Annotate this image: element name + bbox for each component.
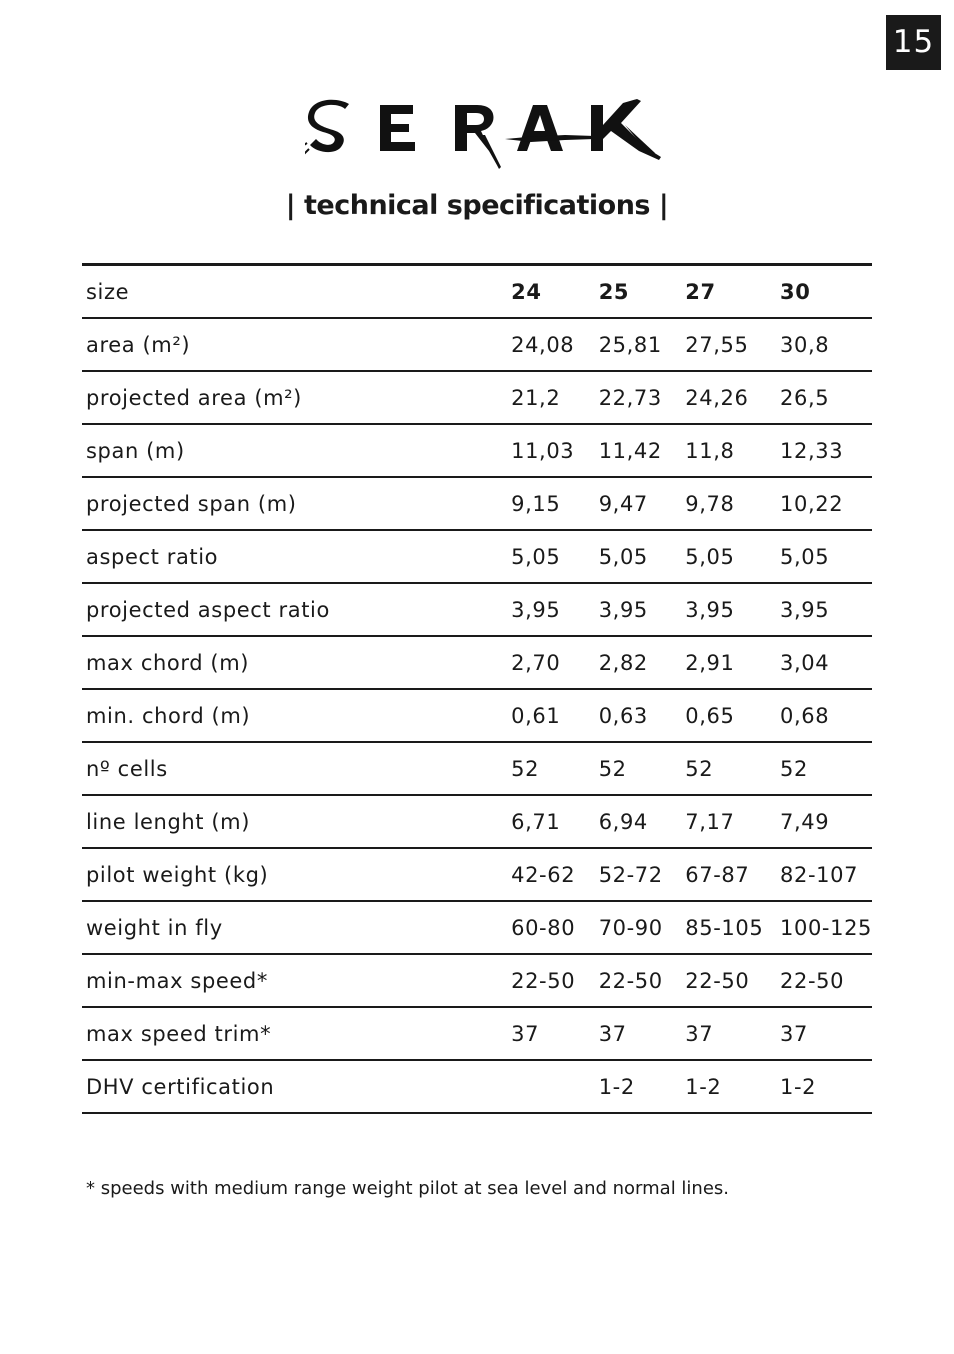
table-cell: 10,22 (776, 477, 872, 530)
table-cell: 12,33 (776, 424, 872, 477)
table-cell: 2,82 (595, 636, 682, 689)
table-cell: 30,8 (776, 318, 872, 371)
table-cell: 9,78 (681, 477, 776, 530)
table-cell: 5,05 (681, 530, 776, 583)
table-row (82, 848, 872, 901)
table-cell: 0,65 (681, 689, 776, 742)
table-row (82, 742, 872, 795)
table-cell: 22-50 (681, 954, 776, 1007)
table-cell: 1-2 (681, 1060, 776, 1113)
table-cell: 0,61 (507, 689, 595, 742)
table-cell: 5,05 (507, 530, 595, 583)
table-cell: 22-50 (776, 954, 872, 1007)
footnote: * speeds with medium range weight pilot at sea level and normal lines. (86, 1178, 729, 1199)
table-cell: 37 (595, 1007, 682, 1060)
table-cell: 85-105 (681, 901, 776, 954)
row-label: projected aspect ratio (82, 583, 507, 636)
table-row (82, 636, 872, 689)
table-row (82, 901, 872, 954)
row-label: aspect ratio (82, 530, 507, 583)
table-cell: 3,95 (595, 583, 682, 636)
table-row (82, 689, 872, 742)
row-label: min. chord (m) (82, 689, 507, 742)
row-label: span (m) (82, 424, 507, 477)
table-cell: 70-90 (595, 901, 682, 954)
row-label: pilot weight (kg) (82, 848, 507, 901)
table-cell: 22-50 (595, 954, 682, 1007)
table-row (82, 424, 872, 477)
table-cell: 0,63 (595, 689, 682, 742)
table-cell (507, 1060, 595, 1113)
table-cell: 5,05 (776, 530, 872, 583)
table-cell: 30 (776, 265, 872, 319)
table-cell: 6,71 (507, 795, 595, 848)
table-row (82, 795, 872, 848)
table-cell: 22-50 (507, 954, 595, 1007)
table-cell: 25,81 (595, 318, 682, 371)
table-row (82, 477, 872, 530)
table-row (82, 371, 872, 424)
table-cell: 67-87 (681, 848, 776, 901)
table-cell: 11,8 (681, 424, 776, 477)
table-row (82, 583, 872, 636)
technical-specifications-table (82, 263, 872, 1114)
table-cell: 52 (681, 742, 776, 795)
table-cell: 21,2 (507, 371, 595, 424)
table-cell: 37 (681, 1007, 776, 1060)
table-cell: 52-72 (595, 848, 682, 901)
row-label: min-max speed* (82, 954, 507, 1007)
table-row (82, 318, 872, 371)
page-number: 15 (886, 15, 941, 70)
table-cell: 37 (507, 1007, 595, 1060)
table-cell: 2,91 (681, 636, 776, 689)
row-label: weight in fly (82, 901, 507, 954)
table-cell: 52 (776, 742, 872, 795)
table-cell: 24,26 (681, 371, 776, 424)
table-cell: 2,70 (507, 636, 595, 689)
table-cell: 3,95 (681, 583, 776, 636)
row-label: size (82, 265, 507, 319)
table-row (82, 954, 872, 1007)
table-cell: 11,03 (507, 424, 595, 477)
row-label: line lenght (m) (82, 795, 507, 848)
table-cell: 27,55 (681, 318, 776, 371)
table-cell: 27 (681, 265, 776, 319)
table-cell: 82-107 (776, 848, 872, 901)
table-cell: 26,5 (776, 371, 872, 424)
table-row (82, 530, 872, 583)
table-cell: 3,04 (776, 636, 872, 689)
serak-logo (305, 95, 665, 170)
table-cell: 0,68 (776, 689, 872, 742)
row-label: DHV certification (82, 1060, 507, 1113)
table-cell: 1-2 (776, 1060, 872, 1113)
table-cell: 11,42 (595, 424, 682, 477)
table-row (82, 265, 872, 319)
table-cell: 3,95 (507, 583, 595, 636)
table-cell: 25 (595, 265, 682, 319)
table-cell: 1-2 (595, 1060, 682, 1113)
table-cell: 3,95 (776, 583, 872, 636)
table-cell: 60-80 (507, 901, 595, 954)
row-label: max speed trim* (82, 1007, 507, 1060)
table-cell: 9,15 (507, 477, 595, 530)
table-cell: 52 (595, 742, 682, 795)
table-cell: 5,05 (595, 530, 682, 583)
row-label: area (m²) (82, 318, 507, 371)
table-cell: 7,17 (681, 795, 776, 848)
table-cell: 7,49 (776, 795, 872, 848)
page-heading: | technical specifications | (285, 190, 669, 221)
row-label: projected span (m) (82, 477, 507, 530)
table-cell: 42-62 (507, 848, 595, 901)
table-cell: 24 (507, 265, 595, 319)
table-cell: 52 (507, 742, 595, 795)
table-cell: 24,08 (507, 318, 595, 371)
table-cell: 100-125 (776, 901, 872, 954)
table-row (82, 1007, 872, 1060)
row-label: nº cells (82, 742, 507, 795)
table-cell: 22,73 (595, 371, 682, 424)
table-cell: 37 (776, 1007, 872, 1060)
table-cell: 9,47 (595, 477, 682, 530)
row-label: max chord (m) (82, 636, 507, 689)
table-row (82, 1060, 872, 1113)
row-label: projected area (m²) (82, 371, 507, 424)
table-cell: 6,94 (595, 795, 682, 848)
